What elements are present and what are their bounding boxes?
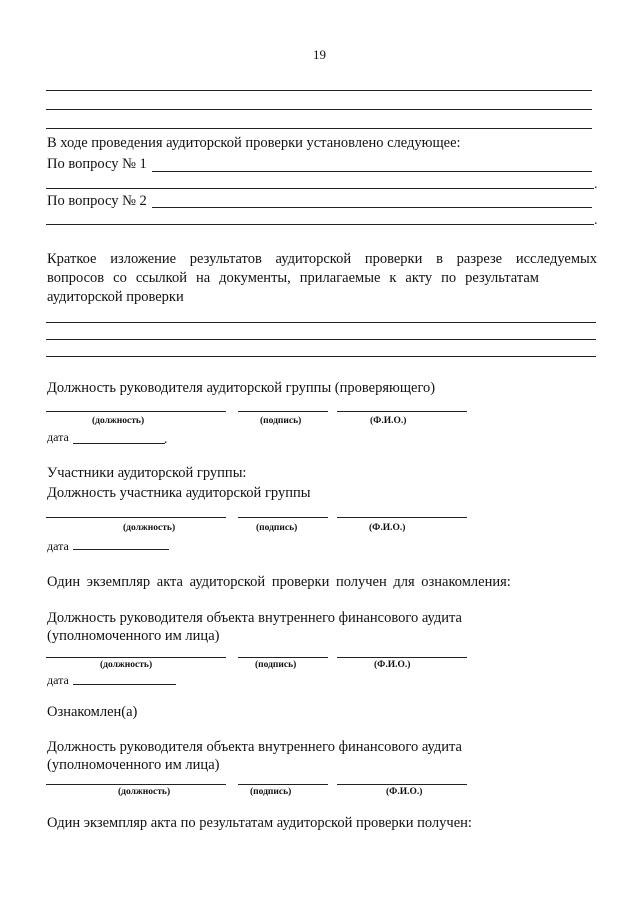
position-caption: (должность) [118,787,171,797]
question-2-answer-line [152,207,592,208]
signature-line [238,517,328,518]
blank-line [46,128,592,129]
position-caption: (должность) [123,523,176,533]
position-line [46,657,226,658]
signature-line [238,411,328,412]
signature-caption: (подпись) [256,523,298,533]
fio-caption: (Ф.И.О.) [370,416,407,426]
position-caption: (должность) [100,660,153,670]
date-label: дата [47,430,69,444]
summary-line-1: Краткое изложение результатов аудиторской проверки в разрезе исследуемых [47,251,597,267]
question-1-label: По вопросу № 1 [47,156,147,172]
signature-line [238,657,328,658]
position-caption: (должность) [92,416,145,426]
summary-paragraph-line-2 [47,269,539,288]
participant-position-heading: Должность участника аудиторской группы [47,485,311,501]
line-end-dot: . [594,177,598,192]
position-line [46,411,226,412]
blank-line [46,188,594,189]
blank-line [46,322,596,323]
fio-caption: (Ф.И.О.) [386,787,423,797]
fio-line [337,411,467,412]
date-line [73,549,169,550]
question-2-label: По вопросу № 2 [47,193,147,209]
blank-line [46,109,592,110]
fio-line [337,784,467,785]
fio-caption: (Ф.И.О.) [369,523,406,533]
page-number: 19 [313,47,326,62]
summary-paragraph [47,250,597,269]
object-head-2-heading-2: (уполномоченного им лица) [47,757,220,773]
object-head-2-heading-1: Должность руководителя объекта внутреннего финансового аудита [47,739,462,755]
blank-line [46,339,596,340]
acknowledged-text: Ознакомлен(а) [47,704,138,720]
signature-caption: (подпись) [250,787,292,797]
line-end-dot: . [164,432,168,447]
summary-line-2: вопросов со ссылкой на документы, прилагаемые к акту по результатам [47,270,539,286]
object-head-heading-1: Должность руководителя объекта внутреннего финансового аудита [47,610,462,626]
date-label: дата [47,539,69,553]
copy-received-text: Один экземпляр акта аудиторской проверки получен для ознакомления: [47,574,511,590]
summary-line-3: аудиторской проверки [47,289,184,305]
date-line [73,684,176,685]
fio-caption: (Ф.И.О.) [374,660,411,670]
blank-line [46,90,592,91]
signature-caption: (подпись) [260,416,302,426]
line-end-dot: . [594,213,598,228]
blank-line [46,224,594,225]
position-line [46,517,226,518]
date-label: дата [47,673,69,687]
signature-caption: (подпись) [255,660,297,670]
fio-line [337,517,467,518]
signature-line [238,784,328,785]
participants-heading: Участники аудиторской группы: [47,465,247,481]
fio-line [337,657,467,658]
position-line [46,784,226,785]
date-line [73,443,165,444]
findings-intro: В ходе проведения аудиторской проверки установлено следующее: [47,135,461,151]
object-head-heading-2: (уполномоченного им лица) [47,628,220,644]
blank-line [46,356,596,357]
question-1-answer-line [152,171,592,172]
final-copy-text: Один экземпляр акта по результатам аудиторской проверки получен: [47,815,472,831]
team-lead-heading: Должность руководителя аудиторской группы (проверяющего) [47,380,436,396]
